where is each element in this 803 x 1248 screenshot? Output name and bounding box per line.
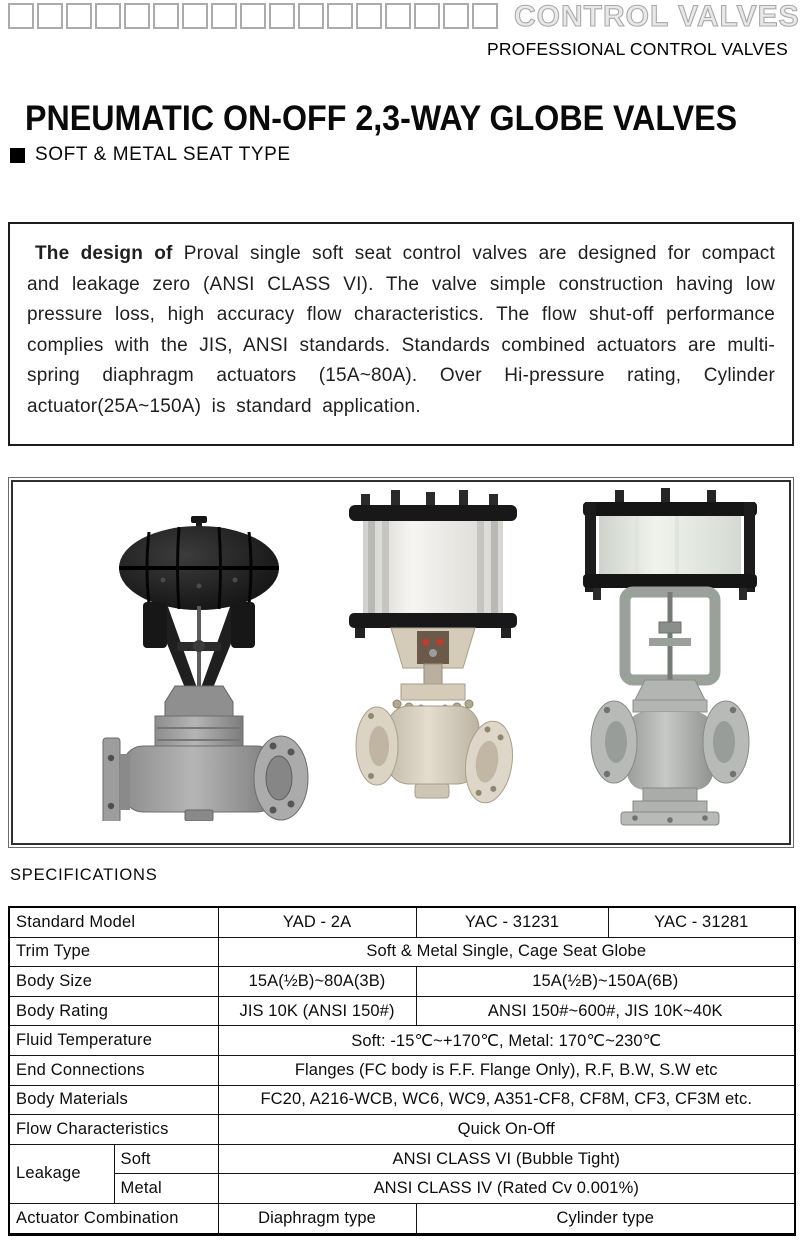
table-row [9, 1203, 795, 1234]
decor-square-icon [240, 3, 266, 29]
description-paragraph [27, 239, 775, 422]
cell-end-connections: Flanges (FC body is F.F. Flange Only), R.F, B.W, S.W etc [218, 1055, 795, 1085]
row-sublabel-soft: Soft [114, 1144, 218, 1174]
description-body: Proval single soft seat control valves are designed for compact and leakage zero (ANSI CLASS VI). The valve simple construction having low pressure loss, high accuracy flow characteristics. The flow shut-off performance complies with the JIS, ANSI standards. Standards combined actuators are multi-spring diaphragm actuators (15A~80A). Over Hi-pressure rating, Cylinder actuator(25A~150A) is standard application. [27, 243, 775, 417]
row-label: End Connections [9, 1055, 218, 1085]
row-label: Body Size [9, 967, 218, 997]
cell-standard-model-1: YAD - 2A [218, 907, 416, 937]
row-label: Fluid Temperature [9, 1026, 218, 1056]
decor-square-icon [356, 3, 382, 29]
table-row [9, 967, 795, 997]
section-header [10, 144, 291, 166]
decor-square-icon [298, 3, 324, 29]
table-row [9, 1174, 795, 1204]
decor-square-icon [327, 3, 353, 29]
row-label: Body Rating [9, 996, 218, 1026]
row-label: Flow Characteristics [9, 1115, 218, 1145]
cell-trim-type: Soft & Metal Single, Cage Seat Globe [218, 937, 795, 967]
cell-body-size-2: 15A(½B)~150A(6B) [416, 967, 795, 997]
decor-square-icon [269, 3, 295, 29]
table-row [9, 937, 795, 967]
table-row [9, 1144, 795, 1174]
description-lead: The design of [35, 243, 173, 264]
valve-photo-cylinder-globe [341, 490, 526, 820]
decor-square-icon [95, 3, 121, 29]
table-row [9, 1085, 795, 1115]
page-title: PNEUMATIC ON-OFF 2,3-WAY GLOBE VALVES [25, 99, 738, 139]
cell-actuator-cylinder: Cylinder type [416, 1203, 795, 1234]
decor-square-icon [182, 3, 208, 29]
cell-standard-model-2: YAC - 31231 [416, 907, 608, 937]
cell-flow-characteristics: Quick On-Off [218, 1115, 795, 1145]
cell-actuator-diaphragm: Diaphragm type [218, 1203, 416, 1234]
decor-square-icon [124, 3, 150, 29]
cell-leakage-metal: ANSI CLASS IV (Rated Cv 0.001%) [218, 1174, 795, 1204]
decor-square-icon [414, 3, 440, 29]
cell-standard-model-3: YAC - 31281 [608, 907, 795, 937]
row-label: Body Materials [9, 1085, 218, 1115]
table-row [9, 996, 795, 1026]
row-sublabel-metal: Metal [114, 1174, 218, 1204]
decor-square-icon [472, 3, 498, 29]
specifications-heading: SPECIFICATIONS [10, 866, 158, 884]
table-row [9, 1055, 795, 1085]
valve-photo-cylinder-3way [557, 488, 782, 833]
cell-body-materials: FC20, A216-WCB, WC6, WC9, A351-CF8, CF8M, CF3, CF3M etc. [218, 1085, 795, 1115]
row-label: Standard Model [9, 907, 218, 937]
cell-body-rating-2: ANSI 150#~600#, JIS 10K~40K [416, 996, 795, 1026]
description-box [8, 222, 794, 446]
valve-photo-diaphragm-globe [87, 516, 312, 821]
decor-square-icon [443, 3, 469, 29]
product-photo-panel [8, 477, 794, 848]
decor-square-icon [66, 3, 92, 29]
row-label: Actuator Combination [9, 1203, 218, 1234]
cell-leakage-soft: ANSI CLASS VI (Bubble Tight) [218, 1144, 795, 1174]
black-square-bullet-icon [10, 148, 25, 163]
table-row [9, 907, 795, 937]
table-row [9, 1115, 795, 1145]
row-label: Trim Type [9, 937, 218, 967]
decor-square-icon [211, 3, 237, 29]
decor-square-icon [8, 3, 34, 29]
specifications-table [8, 906, 796, 1236]
row-label-leakage: Leakage [9, 1144, 114, 1203]
decor-square-icon [37, 3, 63, 29]
decor-square-icon [385, 3, 411, 29]
cell-body-size-1: 15A(½B)~80A(3B) [218, 967, 416, 997]
cell-fluid-temperature: Soft: -15℃~+170℃, Metal: 170℃~230℃ [218, 1026, 795, 1056]
section-label: SOFT & METAL SEAT TYPE [35, 144, 291, 165]
tagline: PROFESSIONAL CONTROL VALVES [486, 39, 788, 59]
table-row [9, 1026, 795, 1056]
watermark-text: CONTROL VALVES [514, 0, 800, 33]
decor-square-icon [153, 3, 179, 29]
cell-body-rating-1: JIS 10K (ANSI 150#) [218, 996, 416, 1026]
header-squares [8, 3, 498, 29]
